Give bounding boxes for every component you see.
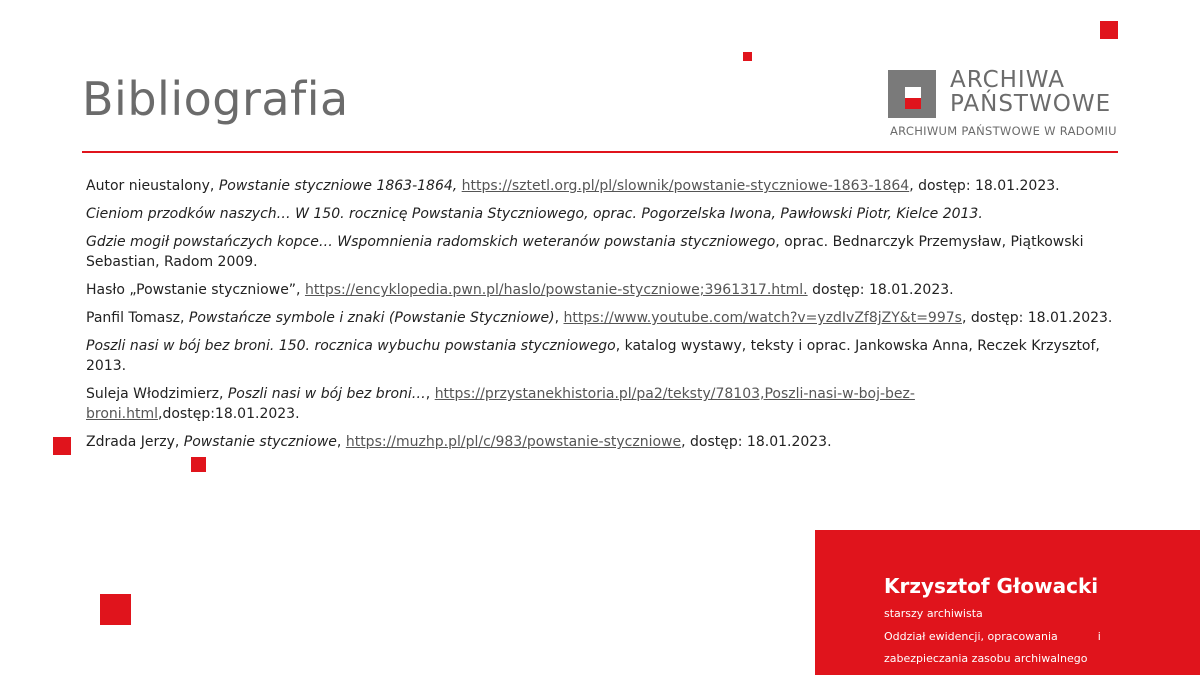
entry-text: Gdzie mogił powstańczych kopce… Wspomnienia radomskich weteranów powstania styczniowego [86,234,776,250]
entry-text: Poszli nasi w bój bez broni. 150. rocznica wybuchu powstania styczniowego [86,338,616,354]
entry-text: Powstanie styczniowe [183,434,337,450]
source-link[interactable]: https://muzhp.pl/pl/c/983/powstanie-styczniowe [345,434,682,450]
bibliography-entry [86,336,1126,376]
author-department: Oddział ewidencji, opracowania i [884,630,1101,643]
entry-text: ,dostęp:18.01.2023. [158,406,300,422]
page-title: Bibliografia [82,72,349,126]
bibliography-list [86,176,1126,460]
author-name: Krzysztof Głowacki [884,574,1099,598]
entry-text: , [554,310,564,326]
bibliography-entry [86,204,1126,224]
entry-text: , oprac. Bednarczyk Przemysław, Piątkowski Sebastian, Radom 2009. [86,234,1084,270]
source-link[interactable]: https://przystanekhistoria.pl/pa2/teksty/78103,Poszli-nasi-w-boj-bez-broni.html [86,386,915,422]
title-divider [82,151,1118,153]
decorative-square [743,52,752,61]
entry-text: Powstańcze symbole i znaki (Powstanie Styczniowe) [188,310,555,326]
bibliography-entry [86,232,1126,272]
entry-text: Autor nieustalony, [86,178,219,194]
author-card [815,530,1200,675]
entry-text: Suleja Włodzimierz, [86,386,228,402]
decorative-square [100,594,131,625]
logo-name: ARCHIWA PAŃSTWOWE [950,67,1112,117]
entry-text: Hasło „Powstanie styczniowe”, [86,282,305,298]
entry-text: , dostęp: 18.01.2023. [909,178,1060,194]
entry-text: Powstanie styczniowe 1863-1864, [218,178,458,194]
decorative-square [53,437,71,455]
logo-mark-icon [888,70,936,118]
bibliography-entry [86,280,1126,300]
entry-text: , [336,434,346,450]
entry-text: , katalog wystawy, teksty i oprac. Jankowska Anna, Reczek Krzysztof, 2013. [86,338,1100,374]
entry-text: Panfil Tomasz, [86,310,189,326]
source-link[interactable]: https://www.youtube.com/watch?v=yzdIvZf8jZY&t=997s [563,310,962,326]
bibliography-entry [86,384,1126,424]
entry-text: , dostęp: 18.01.2023. [961,310,1113,326]
entry-text: Poszli nasi w bój bez broni… [227,386,426,402]
source-link[interactable]: https://sztetl.org.pl/pl/slownik/powstanie-styczniowe-1863-1864 [461,178,910,194]
bibliography-entry [86,308,1126,328]
logo-subtitle: ARCHIWUM PAŃSTWOWE W RADOMIU [890,124,1117,138]
entry-text: Zdrada Jerzy, [86,434,184,450]
entry-text: , dostęp: 18.01.2023. [681,434,832,450]
decorative-square [1100,21,1118,39]
author-department-cont: zabezpieczania zasobu archiwalnego [884,652,1088,665]
author-role: starszy archiwista [884,607,983,620]
entry-text: Cieniom przodków naszych… W 150. rocznicę Powstania Styczniowego, oprac. Pogorzelska Iwona, Pawłowski Piotr, Kielce 2013. [86,206,983,222]
bibliography-entry [86,432,1126,452]
bibliography-entry [86,176,1126,196]
source-link[interactable]: https://encyklopedia.pwn.pl/haslo/powstanie-styczniowe;3961317.html. [304,282,808,298]
entry-text: , [425,386,435,402]
entry-text: dostęp: 18.01.2023. [807,282,954,298]
archive-logo [888,67,1128,140]
